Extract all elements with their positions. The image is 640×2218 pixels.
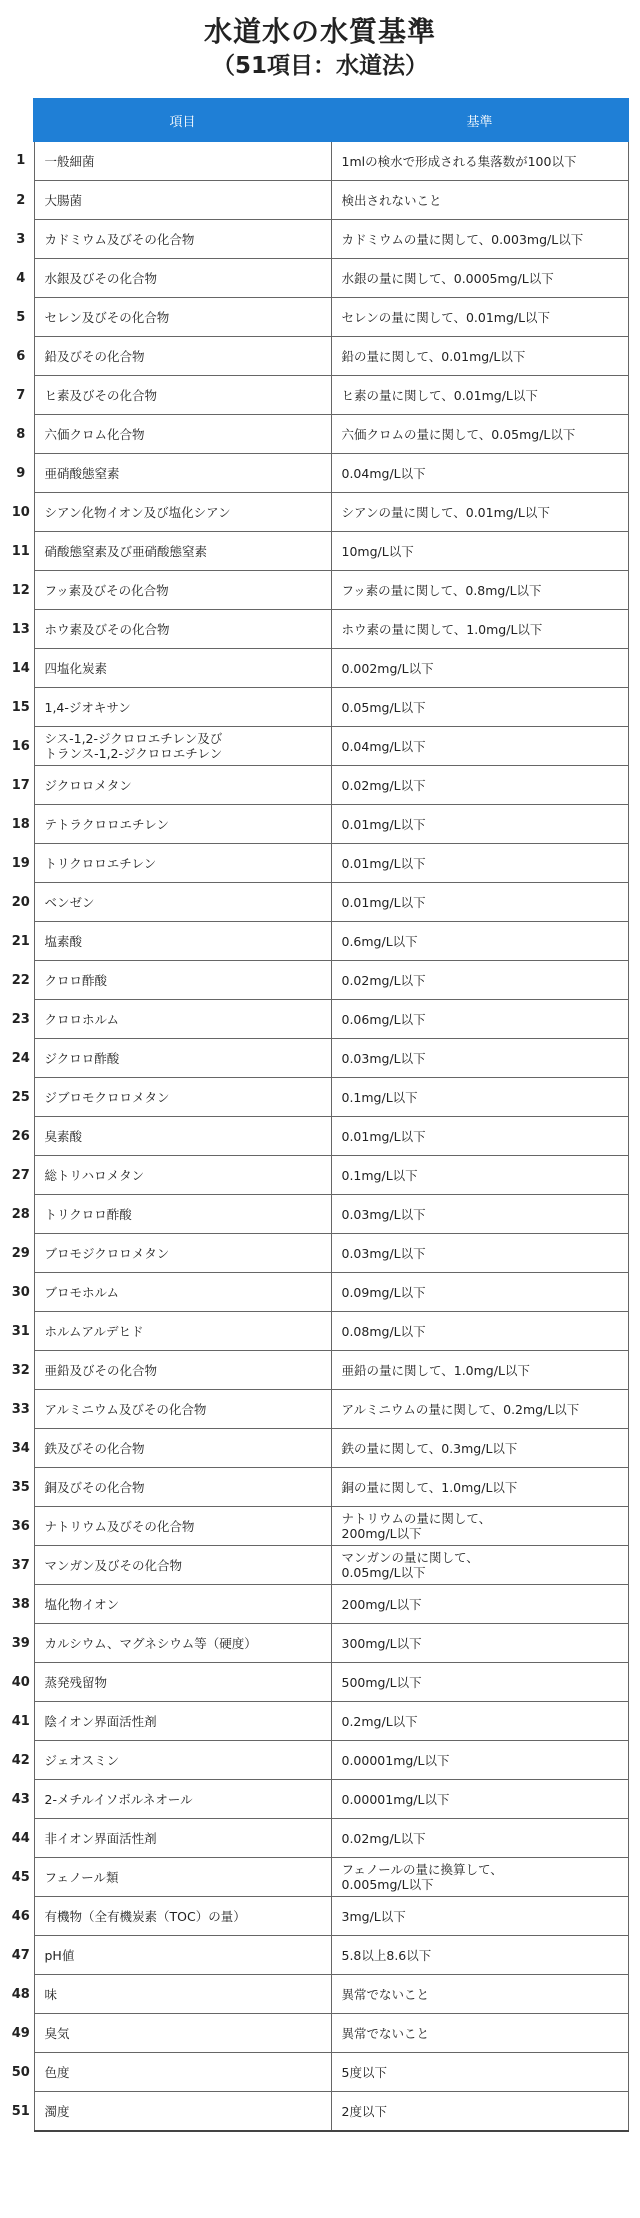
table-row <box>8 844 628 883</box>
item-name-cell: トリクロロ酢酸 <box>34 1195 331 1234</box>
row-number: 45 <box>8 1858 34 1897</box>
column-header-item: 項目 <box>34 99 331 141</box>
standard-value-cell: 水銀の量に関して、0.0005mg/L以下 <box>331 259 628 298</box>
item-name-cell: 2-メチルイソボルネオール <box>34 1780 331 1819</box>
table-row <box>8 1273 628 1312</box>
standard-value-cell: マンガンの量に関して、 0.05mg/L以下 <box>331 1546 628 1585</box>
item-name-cell: pH値 <box>34 1936 331 1975</box>
table-row <box>8 1507 628 1546</box>
water-quality-table-container <box>0 98 640 2132</box>
row-number: 7 <box>8 376 34 415</box>
item-name-cell: 1,4-ジオキサン <box>34 688 331 727</box>
table-row <box>8 337 628 376</box>
table-row <box>8 1117 628 1156</box>
table-row <box>8 415 628 454</box>
row-number: 1 <box>8 141 34 181</box>
item-name-cell: 塩化物イオン <box>34 1585 331 1624</box>
item-name-cell: クロロ酢酸 <box>34 961 331 1000</box>
item-name-cell: 硝酸態窒素及び亜硝酸態窒素 <box>34 532 331 571</box>
item-name-cell: 一般細菌 <box>34 141 331 181</box>
table-row <box>8 922 628 961</box>
row-number: 28 <box>8 1195 34 1234</box>
standard-value-cell: フェノールの量に換算して、 0.005mg/L以下 <box>331 1858 628 1897</box>
table-row <box>8 1897 628 1936</box>
row-number: 46 <box>8 1897 34 1936</box>
table-row <box>8 610 628 649</box>
row-number: 39 <box>8 1624 34 1663</box>
table-row <box>8 883 628 922</box>
item-name-cell: ホルムアルデヒド <box>34 1312 331 1351</box>
standard-value-cell: 0.09mg/L以下 <box>331 1273 628 1312</box>
standard-value-cell: 0.02mg/L以下 <box>331 961 628 1000</box>
item-name-cell: カルシウム、マグネシウム等（硬度） <box>34 1624 331 1663</box>
standard-value-cell: シアンの量に関して、0.01mg/L以下 <box>331 493 628 532</box>
standard-value-cell: 異常でないこと <box>331 2014 628 2053</box>
standard-value-cell: カドミウムの量に関して、0.003mg/L以下 <box>331 220 628 259</box>
row-number: 19 <box>8 844 34 883</box>
standard-value-cell: フッ素の量に関して、0.8mg/L以下 <box>331 571 628 610</box>
table-row <box>8 1156 628 1195</box>
item-name-cell: ジクロロ酢酸 <box>34 1039 331 1078</box>
table-row <box>8 220 628 259</box>
standard-value-cell: 0.04mg/L以下 <box>331 454 628 493</box>
standard-value-cell: 0.002mg/L以下 <box>331 649 628 688</box>
row-number: 21 <box>8 922 34 961</box>
row-number: 25 <box>8 1078 34 1117</box>
item-name-cell: 蒸発残留物 <box>34 1663 331 1702</box>
row-number: 18 <box>8 805 34 844</box>
row-number: 12 <box>8 571 34 610</box>
table-row <box>8 1858 628 1897</box>
table-row <box>8 766 628 805</box>
table-row <box>8 1351 628 1390</box>
standard-value-cell: アルミニウムの量に関して、0.2mg/L以下 <box>331 1390 628 1429</box>
table-row <box>8 1975 628 2014</box>
standard-value-cell: 0.00001mg/L以下 <box>331 1741 628 1780</box>
standard-value-cell: 鉄の量に関して、0.3mg/L以下 <box>331 1429 628 1468</box>
page-header <box>0 0 640 92</box>
table-row <box>8 1624 628 1663</box>
item-name-cell: カドミウム及びその化合物 <box>34 220 331 259</box>
row-number: 35 <box>8 1468 34 1507</box>
item-name-cell: 四塩化炭素 <box>34 649 331 688</box>
page-title: 水道水の水質基準 <box>203 15 436 48</box>
standard-value-cell: 0.04mg/L以下 <box>331 727 628 766</box>
item-name-cell: 亜硝酸態窒素 <box>34 454 331 493</box>
item-name-cell: シス-1,2-ジクロロエチレン及び トランス-1,2-ジクロロエチレン <box>34 727 331 766</box>
standard-value-cell: 5度以下 <box>331 2053 628 2092</box>
item-name-cell: フェノール類 <box>34 1858 331 1897</box>
item-name-cell: 総トリハロメタン <box>34 1156 331 1195</box>
item-name-cell: シアン化物イオン及び塩化シアン <box>34 493 331 532</box>
standard-value-cell: 500mg/L以下 <box>331 1663 628 1702</box>
standard-value-cell: 0.03mg/L以下 <box>331 1234 628 1273</box>
table-row <box>8 259 628 298</box>
standard-value-cell: 0.01mg/L以下 <box>331 883 628 922</box>
row-number: 33 <box>8 1390 34 1429</box>
row-number: 51 <box>8 2092 34 2132</box>
standard-value-cell: 0.01mg/L以下 <box>331 805 628 844</box>
row-number: 4 <box>8 259 34 298</box>
table-row <box>8 181 628 220</box>
row-number: 34 <box>8 1429 34 1468</box>
row-number: 42 <box>8 1741 34 1780</box>
item-name-cell: ホウ素及びその化合物 <box>34 610 331 649</box>
item-name-cell: 鉄及びその化合物 <box>34 1429 331 1468</box>
table-row <box>8 805 628 844</box>
item-name-cell: 銅及びその化合物 <box>34 1468 331 1507</box>
item-name-cell: 色度 <box>34 2053 331 2092</box>
item-name-cell: テトラクロロエチレン <box>34 805 331 844</box>
row-number: 37 <box>8 1546 34 1585</box>
item-name-cell: トリクロロエチレン <box>34 844 331 883</box>
row-number: 48 <box>8 1975 34 2014</box>
row-number: 11 <box>8 532 34 571</box>
item-name-cell: 臭素酸 <box>34 1117 331 1156</box>
row-number: 50 <box>8 2053 34 2092</box>
table-row <box>8 493 628 532</box>
table-row <box>8 1390 628 1429</box>
row-number: 26 <box>8 1117 34 1156</box>
standard-value-cell: 0.2mg/L以下 <box>331 1702 628 1741</box>
table-row <box>8 649 628 688</box>
table-row <box>8 2053 628 2092</box>
table-row <box>8 2014 628 2053</box>
standard-value-cell: 3mg/L以下 <box>331 1897 628 1936</box>
row-number: 3 <box>8 220 34 259</box>
item-name-cell: 濁度 <box>34 2092 331 2132</box>
item-name-cell: フッ素及びその化合物 <box>34 571 331 610</box>
row-number: 49 <box>8 2014 34 2053</box>
standard-value-cell: 300mg/L以下 <box>331 1624 628 1663</box>
standard-value-cell: 10mg/L以下 <box>331 532 628 571</box>
row-number: 6 <box>8 337 34 376</box>
table-row <box>8 2092 628 2132</box>
table-row <box>8 1546 628 1585</box>
column-header-standard: 基準 <box>331 99 628 141</box>
item-name-cell: 塩素酸 <box>34 922 331 961</box>
row-number: 16 <box>8 727 34 766</box>
standard-value-cell: 0.1mg/L以下 <box>331 1156 628 1195</box>
standard-value-cell: 六価クロムの量に関して、0.05mg/L以下 <box>331 415 628 454</box>
item-name-cell: ブロモジクロロメタン <box>34 1234 331 1273</box>
table-row <box>8 1585 628 1624</box>
standard-value-cell: 1mlの検水で形成される集落数が100以下 <box>331 141 628 181</box>
row-number: 9 <box>8 454 34 493</box>
row-number: 5 <box>8 298 34 337</box>
item-name-cell: ナトリウム及びその化合物 <box>34 1507 331 1546</box>
table-row <box>8 454 628 493</box>
row-number: 27 <box>8 1156 34 1195</box>
table-body <box>8 141 628 2131</box>
standard-value-cell: 0.02mg/L以下 <box>331 1819 628 1858</box>
table-row <box>8 298 628 337</box>
table-header-row <box>8 99 628 141</box>
row-number: 10 <box>8 493 34 532</box>
water-quality-table <box>8 98 629 2132</box>
table-row <box>8 961 628 1000</box>
table-row <box>8 1078 628 1117</box>
item-name-cell: 六価クロム化合物 <box>34 415 331 454</box>
table-row <box>8 1312 628 1351</box>
standard-value-cell: 0.02mg/L以下 <box>331 766 628 805</box>
standard-value-cell: ホウ素の量に関して、1.0mg/L以下 <box>331 610 628 649</box>
standard-value-cell: 鉛の量に関して、0.01mg/L以下 <box>331 337 628 376</box>
item-name-cell: 鉛及びその化合物 <box>34 337 331 376</box>
table-row <box>8 1936 628 1975</box>
item-name-cell: 水銀及びその化合物 <box>34 259 331 298</box>
standard-value-cell: 0.01mg/L以下 <box>331 844 628 883</box>
standard-value-cell: 0.03mg/L以下 <box>331 1039 628 1078</box>
standard-value-cell: 0.00001mg/L以下 <box>331 1780 628 1819</box>
table-row <box>8 376 628 415</box>
item-name-cell: ジェオスミン <box>34 1741 331 1780</box>
table-row <box>8 688 628 727</box>
standard-value-cell: 0.06mg/L以下 <box>331 1000 628 1039</box>
row-number: 38 <box>8 1585 34 1624</box>
row-number: 36 <box>8 1507 34 1546</box>
standard-value-cell: ヒ素の量に関して、0.01mg/L以下 <box>331 376 628 415</box>
item-name-cell: 味 <box>34 1975 331 2014</box>
row-number: 32 <box>8 1351 34 1390</box>
standard-value-cell: 200mg/L以下 <box>331 1585 628 1624</box>
row-number: 23 <box>8 1000 34 1039</box>
row-number: 22 <box>8 961 34 1000</box>
row-number: 47 <box>8 1936 34 1975</box>
standard-value-cell: 2度以下 <box>331 2092 628 2132</box>
row-number: 44 <box>8 1819 34 1858</box>
table-row <box>8 1702 628 1741</box>
standard-value-cell: ナトリウムの量に関して、 200mg/L以下 <box>331 1507 628 1546</box>
table-row <box>8 141 628 181</box>
item-name-cell: セレン及びその化合物 <box>34 298 331 337</box>
item-name-cell: 有機物（全有機炭素（TOC）の量） <box>34 1897 331 1936</box>
row-number: 40 <box>8 1663 34 1702</box>
standard-value-cell: 異常でないこと <box>331 1975 628 2014</box>
row-number: 20 <box>8 883 34 922</box>
table-row <box>8 1429 628 1468</box>
table-row <box>8 727 628 766</box>
standard-value-cell: 5.8以上8.6以下 <box>331 1936 628 1975</box>
row-number: 29 <box>8 1234 34 1273</box>
standard-value-cell: 0.1mg/L以下 <box>331 1078 628 1117</box>
table-row <box>8 1780 628 1819</box>
standard-value-cell: 検出されないこと <box>331 181 628 220</box>
standard-value-cell: セレンの量に関して、0.01mg/L以下 <box>331 298 628 337</box>
table-row <box>8 1741 628 1780</box>
item-name-cell: 非イオン界面活性剤 <box>34 1819 331 1858</box>
standard-value-cell: 亜鉛の量に関して、1.0mg/L以下 <box>331 1351 628 1390</box>
table-row <box>8 532 628 571</box>
item-name-cell: 陰イオン界面活性剤 <box>34 1702 331 1741</box>
row-number: 15 <box>8 688 34 727</box>
item-name-cell: アルミニウム及びその化合物 <box>34 1390 331 1429</box>
row-number: 30 <box>8 1273 34 1312</box>
standard-value-cell: 銅の量に関して、1.0mg/L以下 <box>331 1468 628 1507</box>
row-number: 31 <box>8 1312 34 1351</box>
standard-value-cell: 0.6mg/L以下 <box>331 922 628 961</box>
row-number: 43 <box>8 1780 34 1819</box>
row-number: 24 <box>8 1039 34 1078</box>
row-number: 41 <box>8 1702 34 1741</box>
row-number: 14 <box>8 649 34 688</box>
item-name-cell: ブロモホルム <box>34 1273 331 1312</box>
item-name-cell: ジクロロメタン <box>34 766 331 805</box>
standard-value-cell: 0.08mg/L以下 <box>331 1312 628 1351</box>
item-name-cell: クロロホルム <box>34 1000 331 1039</box>
table-row <box>8 1468 628 1507</box>
table-row <box>8 1195 628 1234</box>
standard-value-cell: 0.05mg/L以下 <box>331 688 628 727</box>
table-row <box>8 1819 628 1858</box>
item-name-cell: ジブロモクロロメタン <box>34 1078 331 1117</box>
row-number: 2 <box>8 181 34 220</box>
item-name-cell: マンガン及びその化合物 <box>34 1546 331 1585</box>
item-name-cell: 臭気 <box>34 2014 331 2053</box>
standard-value-cell: 0.01mg/L以下 <box>331 1117 628 1156</box>
item-name-cell: 亜鉛及びその化合物 <box>34 1351 331 1390</box>
table-row <box>8 1000 628 1039</box>
item-name-cell: ヒ素及びその化合物 <box>34 376 331 415</box>
row-number: 13 <box>8 610 34 649</box>
item-name-cell: ベンゼン <box>34 883 331 922</box>
item-name-cell: 大腸菌 <box>34 181 331 220</box>
row-number: 8 <box>8 415 34 454</box>
table-row <box>8 1039 628 1078</box>
page-subtitle: （51項目：水道法） <box>211 53 428 79</box>
row-number: 17 <box>8 766 34 805</box>
table-row <box>8 1234 628 1273</box>
table-row <box>8 571 628 610</box>
standard-value-cell: 0.03mg/L以下 <box>331 1195 628 1234</box>
table-row <box>8 1663 628 1702</box>
